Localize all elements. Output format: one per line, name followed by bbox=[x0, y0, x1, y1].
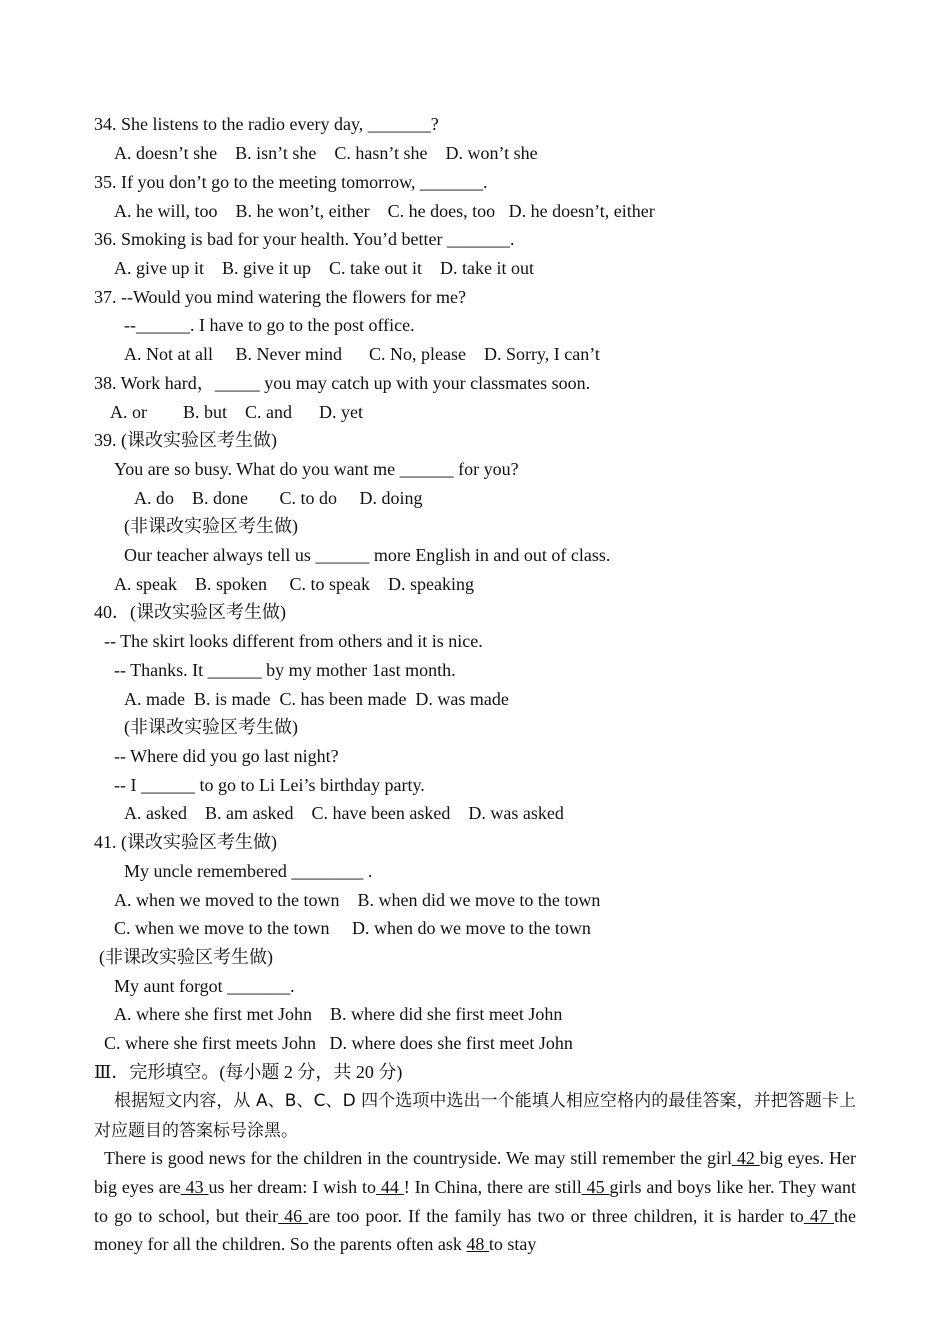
question-line: A. when we moved to the town B. when did we move to the town bbox=[114, 890, 601, 910]
blank-47: 47 bbox=[803, 1205, 834, 1226]
question-line: C. where she first meets John D. where does she first meet John bbox=[104, 1033, 573, 1053]
question-line: My aunt forgot _______. bbox=[114, 976, 295, 996]
cloze-passage bbox=[94, 1144, 856, 1259]
question-line: C. when we move to the town D. when do we move to the town bbox=[114, 918, 591, 938]
passage-text: There is good news for the children in the countryside. We may still remember the girl bbox=[104, 1148, 732, 1168]
passage-text: ! In China, there are still bbox=[403, 1176, 582, 1197]
question-line: A. asked B. am asked C. have been asked D. was asked bbox=[124, 803, 564, 823]
passage-text: girls and boys like her. They want to go to school, but their bbox=[94, 1176, 857, 1226]
blank-43: 43 bbox=[180, 1176, 209, 1197]
question-line: 37. --Would you mind watering the flowers for me? bbox=[94, 287, 466, 307]
question-line: A. do B. done C. to do D. doing bbox=[134, 488, 423, 508]
blank-45: 45 bbox=[581, 1176, 610, 1197]
question-line: (非课改实验区考生做) bbox=[99, 947, 273, 967]
question-line: 40．(课改实验区考生做) bbox=[94, 602, 286, 622]
question-line: -- The skirt looks different from others and it is nice. bbox=[104, 631, 483, 651]
blank-44: 44 bbox=[376, 1176, 404, 1197]
question-line: 39. (课改实验区考生做) bbox=[94, 430, 277, 450]
question-line: A. Not at all B. Never mind C. No, please D. Sorry, I can’t bbox=[124, 344, 600, 364]
passage-text: the money for all the children. So the parents often ask bbox=[94, 1205, 856, 1255]
blank-48: 48 bbox=[466, 1234, 489, 1255]
question-line: My uncle remembered ________ . bbox=[124, 861, 373, 881]
question-line: --______. I have to go to the post office. bbox=[124, 315, 415, 335]
question-line: 34. She listens to the radio every day, _______? bbox=[94, 114, 439, 134]
question-line: -- Where did you go last night? bbox=[114, 746, 339, 766]
question-line: Ⅲ．完形填空。(每小题 2 分，共 20 分) bbox=[94, 1062, 403, 1082]
question-line: A. speak B. spoken C. to speak D. speaking bbox=[114, 574, 474, 594]
question-line: A. made B. is made C. has been made D. was made bbox=[124, 689, 509, 709]
question-line: You are so busy. What do you want me ______ for you? bbox=[114, 459, 519, 479]
question-line: A. he will, too B. he won’t, either C. he does, too D. he doesn’t, either bbox=[114, 201, 655, 221]
passage-text: us her dream: I wish to bbox=[208, 1176, 376, 1197]
question-line: -- Thanks. It ______ by my mother 1ast month. bbox=[114, 660, 456, 680]
question-line: A. give up it B. give it up C. take out it D. take it out bbox=[114, 258, 534, 278]
question-line: A. doesn’t she B. isn’t she C. hasn’t she D. won’t she bbox=[114, 143, 538, 163]
question-line: 36. Smoking is bad for your health. You’d better _______. bbox=[94, 229, 515, 249]
passage-text: to stay bbox=[488, 1234, 537, 1255]
question-line: -- I ______ to go to Li Lei’s birthday party. bbox=[114, 775, 425, 795]
question-line: A. or B. but C. and D. yet bbox=[110, 402, 363, 422]
passage-text: big eyes. Her big eyes are bbox=[94, 1148, 857, 1197]
passage-text: are too poor. If the family has two or three children, it is harder to bbox=[308, 1205, 804, 1226]
question-line: (非课改实验区考生做) bbox=[124, 516, 298, 536]
question-line: A. where she first met John B. where did she first meet John bbox=[114, 1004, 563, 1024]
blank-46: 46 bbox=[278, 1205, 309, 1226]
question-line: (非课改实验区考生做) bbox=[124, 717, 298, 737]
cloze-instruction bbox=[94, 1086, 856, 1146]
question-line: 41. (课改实验区考生做) bbox=[94, 832, 277, 852]
blank-42: 42 bbox=[731, 1148, 760, 1168]
instruction-text: 根据短文内容，从 A、B、C、D 四个选项中选出一个能填人相应空格内的最佳答案，并把答题卡上对应题目的答案标号涂黑。 bbox=[94, 1091, 856, 1141]
question-line: 35. If you don’t go to the meeting tomorrow, _______. bbox=[94, 172, 488, 192]
question-line: 38. Work hard，_____ you may catch up with your classmates soon. bbox=[94, 373, 591, 393]
question-line: Our teacher always tell us ______ more English in and out of class. bbox=[124, 545, 611, 565]
